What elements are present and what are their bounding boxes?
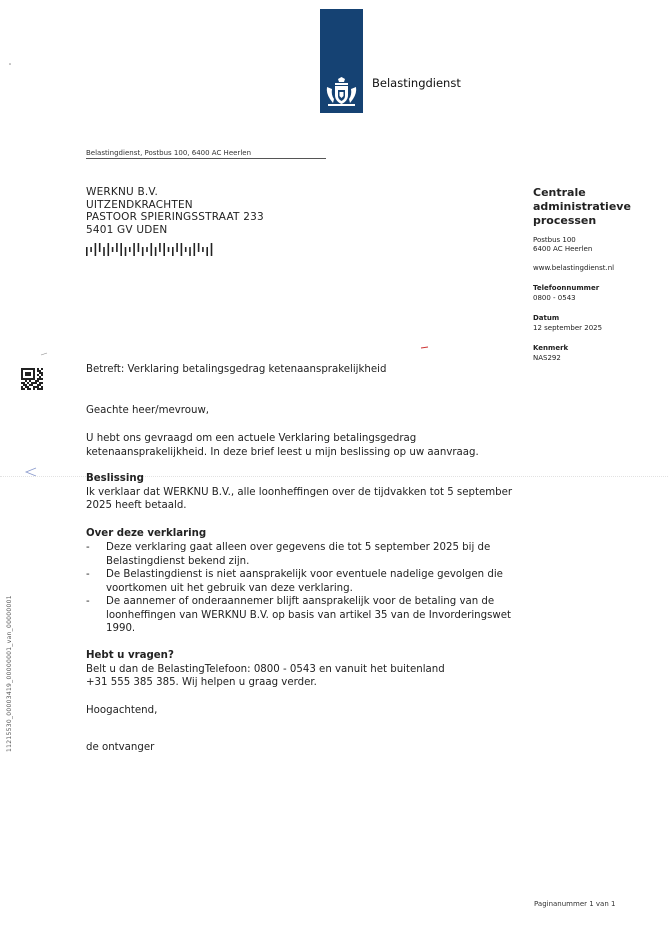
qr-cell — [33, 368, 35, 370]
questions-heading: Hebt u vragen? — [86, 650, 174, 661]
bullet-line: voortkomen uit het gebruik van deze verklaring. — [106, 582, 353, 594]
qr-cell — [41, 388, 43, 390]
closing: Hoogachtend, — [86, 705, 158, 716]
qr-cell — [33, 372, 35, 374]
questions-line: +31 555 385 385. Wij helpen u graag verder. — [86, 677, 317, 688]
reference-label: Kenmerk — [533, 344, 569, 352]
decision-section — [86, 472, 546, 513]
qr-cell — [29, 368, 31, 370]
qr-cell — [27, 386, 29, 388]
barcode-bar — [163, 243, 165, 256]
qr-cell — [21, 376, 23, 378]
questions-line: Belt u dan de BelastingTelefoon: 0800 - 0543 en vanuit het buitenland — [86, 663, 445, 675]
bullet-line: loonheffingen van WERKNU B.V. op basis van artikel 35 van de Invorderingswet — [106, 609, 512, 621]
scan-mark — [40, 352, 48, 356]
page-number: Paginanummer 1 van 1 — [534, 900, 616, 908]
recipient-line: UITZENDKRACHTEN — [86, 198, 193, 211]
barcode-bar — [112, 247, 114, 252]
barcode-bar — [181, 243, 183, 256]
bullet-dash: - — [86, 569, 90, 580]
qr-code — [21, 368, 43, 390]
decision-line: Ik verklaar dat WERKNU B.V., alle loonheffingen over de tijdvakken tot 5 september — [86, 486, 513, 498]
subject-line: Betreft: Verklaring betalingsgedrag ketenaansprakelijkheid — [86, 364, 387, 375]
barcode-bar — [155, 247, 157, 256]
qr-cell — [31, 384, 33, 386]
salutation: Geachte heer/mevrouw, — [86, 405, 210, 416]
qr-cell — [41, 382, 43, 384]
qr-cell — [35, 382, 37, 384]
barcode-bar — [125, 247, 127, 256]
bullet-line: Belastingdienst bekend zijn. — [106, 555, 250, 567]
qr-cell — [23, 368, 25, 370]
qr-cell — [37, 374, 39, 376]
qr-cell — [39, 378, 41, 380]
qr-cell — [33, 376, 35, 378]
qr-cell — [25, 380, 27, 382]
qr-cell — [39, 384, 41, 386]
qr-cell — [33, 386, 35, 388]
sender-website: www.belastingdienst.nl — [533, 264, 615, 272]
qr-cell — [37, 368, 39, 370]
bullet-line: Deze verklaring gaat alleen over gegevens die tot 5 september 2025 bij de — [106, 542, 491, 553]
barcode-bar — [146, 247, 148, 252]
list-item — [86, 568, 546, 595]
scan-mark — [8, 62, 12, 66]
qr-cell — [31, 382, 33, 384]
barcode-bar — [142, 247, 144, 256]
bullet-line: 1990. — [106, 623, 136, 634]
barcode-bar — [168, 247, 170, 252]
barcode-bar — [138, 243, 140, 252]
qr-cell — [29, 372, 31, 374]
qr-cell — [37, 378, 39, 380]
qr-cell — [27, 382, 29, 384]
barcode-bar — [108, 243, 110, 256]
date-value: 12 september 2025 — [533, 324, 603, 332]
qr-cell — [39, 382, 41, 384]
barcode-bar — [133, 243, 135, 256]
qr-cell — [33, 378, 35, 380]
qr-cell — [41, 368, 43, 370]
barcode-bar — [198, 243, 200, 252]
qr-cell — [25, 368, 27, 370]
barcode-bar — [172, 247, 174, 256]
sender-department — [533, 186, 658, 228]
rijksoverheid-logo — [320, 9, 363, 113]
barcode-bar — [194, 243, 196, 256]
qr-cell — [29, 374, 31, 376]
bullet-line: De aannemer of onderaannemer blijft aansprakelijk voor de betaling van de — [106, 596, 495, 607]
barcode-bar — [116, 243, 118, 252]
qr-cell — [39, 372, 41, 374]
decision-heading: Beslissing — [86, 473, 144, 484]
return-address-underline — [86, 158, 326, 159]
return-address: Belastingdienst, Postbus 100, 6400 AC Heerlen — [86, 149, 252, 157]
about-bullet-list — [86, 541, 546, 636]
sender-city: 6400 AC Heerlen — [533, 245, 593, 253]
barcode-bar — [90, 247, 92, 252]
qr-cell — [25, 378, 27, 380]
qr-cell — [21, 368, 23, 370]
qr-cell — [41, 386, 43, 388]
date-label: Datum — [533, 314, 560, 322]
document-side-code: 11215530_00003419_00000001_van_00000001 — [6, 595, 13, 752]
signature: de ontvanger — [86, 742, 155, 753]
barcode-bar — [86, 247, 88, 256]
qr-cell — [33, 374, 35, 376]
barcode-bar — [103, 247, 105, 256]
qr-cell — [25, 384, 27, 386]
about-heading: Over deze verklaring — [86, 528, 207, 539]
qr-cell — [39, 376, 41, 378]
department-line: processen — [533, 214, 597, 227]
qr-cell — [37, 386, 39, 388]
qr-cell — [29, 378, 31, 380]
qr-cell — [27, 378, 29, 380]
recipient-line: PASTOOR SPIERINGSSTRAAT 233 — [86, 211, 264, 223]
qr-cell — [29, 380, 31, 382]
decision-line: 2025 heeft betaald. — [86, 500, 187, 511]
list-item — [86, 595, 546, 636]
barcode-bar — [202, 247, 204, 252]
barcode-bar — [95, 243, 97, 256]
qr-cell — [27, 372, 29, 374]
qr-cell — [21, 382, 23, 384]
qr-cell — [21, 386, 23, 388]
intro-line: U hebt ons gevraagd om een actuele Verklaring betalingsgedrag — [86, 433, 417, 444]
qr-cell — [37, 370, 39, 372]
qr-cell — [39, 370, 41, 372]
qr-cell — [23, 378, 25, 380]
barcode-bar — [176, 243, 178, 252]
barcode-bar — [120, 243, 122, 256]
qr-cell — [37, 388, 39, 390]
qr-cell — [35, 386, 37, 388]
qr-cell — [39, 388, 41, 390]
qr-cell — [23, 384, 25, 386]
qr-cell — [21, 388, 23, 390]
barcode-bar — [159, 243, 161, 252]
qr-cell — [21, 370, 23, 372]
qr-cell — [33, 370, 35, 372]
scan-mark — [420, 346, 430, 350]
department-line: Centrale — [533, 186, 586, 199]
barcode-bar — [206, 247, 208, 256]
barcode-bar — [189, 247, 191, 256]
qr-cell — [29, 384, 31, 386]
phone-label: Telefoonnummer — [533, 284, 600, 292]
brand-name: Belastingdienst — [372, 76, 461, 90]
qr-cell — [37, 384, 39, 386]
qr-cell — [29, 388, 31, 390]
qr-cell — [33, 388, 35, 390]
qr-cell — [27, 368, 29, 370]
qr-cell — [41, 372, 43, 374]
qr-cell — [37, 380, 39, 382]
barcode-bar — [211, 243, 213, 256]
qr-cell — [21, 374, 23, 376]
qr-cell — [41, 374, 43, 376]
bullet-dash: - — [86, 542, 90, 553]
bullet-dash: - — [86, 596, 90, 607]
bullet-line: De Belastingdienst is niet aansprakelijk voor eventuele nadelige gevolgen die — [106, 569, 503, 580]
qr-cell — [21, 378, 23, 380]
qr-cell — [33, 382, 35, 384]
qr-cell — [21, 372, 23, 374]
qr-cell — [25, 374, 27, 376]
qr-cell — [25, 386, 27, 388]
sender-postbus: Postbus 100 — [533, 236, 576, 244]
barcode-bar — [151, 243, 153, 256]
qr-cell — [23, 382, 25, 384]
reference-value: NAS292 — [533, 354, 561, 362]
barcode-bar — [129, 247, 131, 252]
qr-cell — [25, 372, 27, 374]
recipient-line: WERKNU B.V. — [86, 186, 158, 198]
coat-of-arms-icon — [324, 77, 359, 109]
recipient-address — [86, 186, 264, 236]
intro-line: ketenaansprakelijkheid. In deze brief leest u mijn beslissing op uw aanvraag. — [86, 446, 479, 458]
qr-cell — [35, 380, 37, 382]
phone-number: 0800 - 0543 — [533, 294, 576, 302]
qr-cell — [23, 388, 25, 390]
barcode-bar — [185, 247, 187, 252]
recipient-line: 5401 GV UDEN — [86, 223, 168, 236]
list-item — [86, 541, 546, 568]
qr-cell — [27, 374, 29, 376]
questions-section — [86, 649, 546, 690]
postal-barcode — [86, 243, 216, 256]
intro-paragraph — [86, 432, 546, 459]
barcode-bar — [99, 243, 101, 252]
qr-cell — [41, 378, 43, 380]
qr-cell — [27, 388, 29, 390]
department-line: administratieve — [533, 200, 631, 213]
qr-cell — [31, 378, 33, 380]
qr-cell — [31, 368, 33, 370]
